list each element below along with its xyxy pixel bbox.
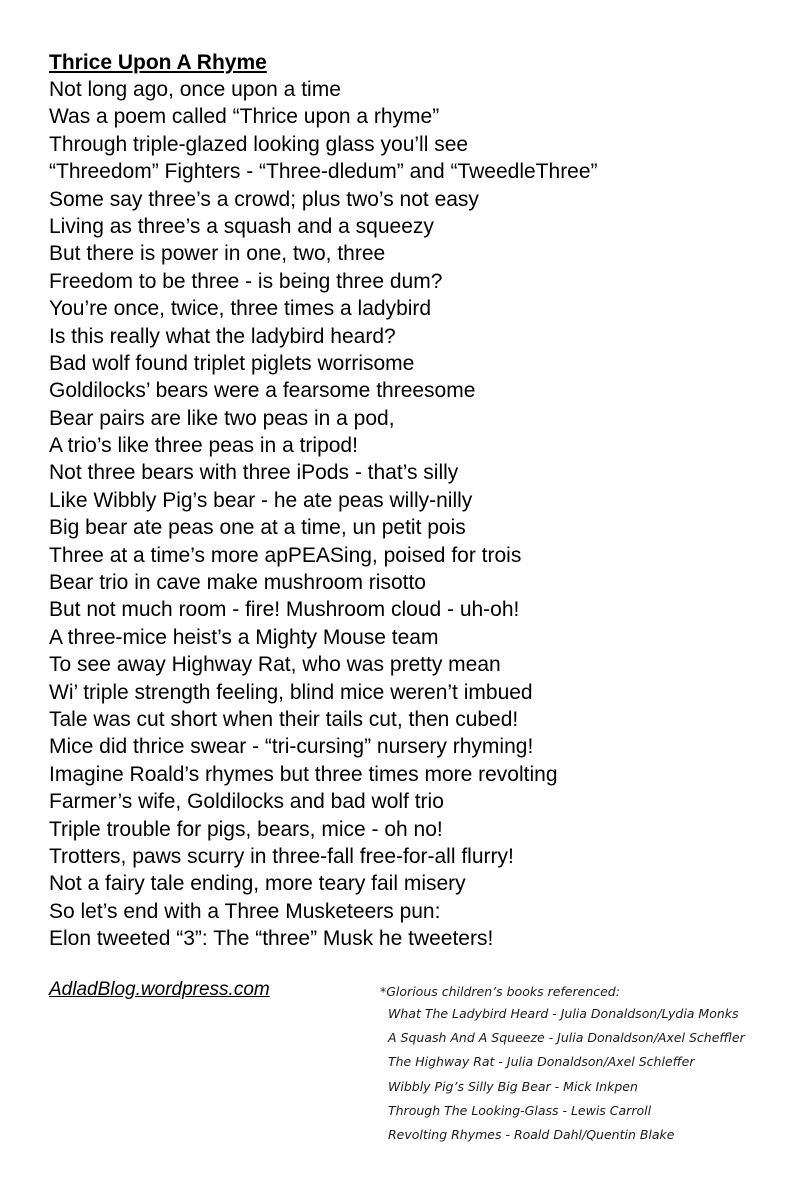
poem-line: Some say three’s a crowd; plus two’s not easy <box>49 187 479 211</box>
poem-line: Goldilocks’ bears were a fearsome threesome <box>49 379 476 403</box>
poem-line: Imagine Roald’s rhymes but three times more revolting <box>49 762 558 786</box>
blog-link[interactable]: AdladBlog.wordpress.com <box>49 979 270 1000</box>
references-block <box>380 982 780 1147</box>
poem-line: Farmer’s wife, Goldilocks and bad wolf trio <box>49 790 444 814</box>
poem-line: Is this really what the ladybird heard? <box>49 324 396 348</box>
reference-item: Through The Looking-Glass - Lewis Carroll <box>388 1102 652 1118</box>
poem-line: Trotters, paws scurry in three-fall free-for-all flurry! <box>49 844 514 868</box>
poem-line: Elon tweeted “3”: The “three” Musk he tweeters! <box>49 927 494 951</box>
reference-item: What The Ladybird Heard - Julia Donaldson/Lydia Monks <box>388 1006 739 1021</box>
poem-title: Thrice Upon A Rhyme <box>49 51 267 74</box>
poem-line: Wi’ triple strength feeling, blind mice weren’t imbued <box>49 680 533 704</box>
poem-line: A trio’s like three peas in a tripod! <box>49 434 358 458</box>
poem-line: But there is power in one, two, three <box>49 242 386 266</box>
poem-line: Bad wolf found triplet piglets worrisome <box>49 351 415 375</box>
reference-item: Revolting Rhymes - Roald Dahl/Quentin Blake <box>388 1126 675 1142</box>
poem-line: Bear trio in cave make mushroom risotto <box>49 571 426 595</box>
poem-line: “Threedom” Fighters - “Three-dledum” and “TweedleThree” <box>49 160 598 184</box>
poem-line: Big bear ate peas one at a time, un petit pois <box>49 516 466 540</box>
poem-line: Triple trouble for pigs, bears, mice - oh no! <box>49 817 443 841</box>
poem-line: To see away Highway Rat, who was pretty mean <box>49 653 501 677</box>
poem-line: Three at a time’s more apPEASing, poised for trois <box>49 543 522 567</box>
poem-line: Not long ago, once upon a time <box>49 78 341 101</box>
reference-item: A Squash And A Squeeze - Julia Donaldson/Axel Scheffler <box>388 1030 745 1046</box>
reference-item: The Highway Rat - Julia Donaldson/Axel Schleffer <box>388 1054 695 1070</box>
poem-line: Not three bears with three iPods - that’s silly <box>49 461 459 485</box>
reference-item: Wibbly Pig’s Silly Big Bear - Mick Inkpen <box>388 1078 638 1094</box>
poem-line: Living as three’s a squash and a squeezy <box>49 214 434 238</box>
poem-line: Was a poem called “Thrice upon a rhyme” <box>49 105 440 129</box>
poem-line: Mice did thrice swear - “tri-cursing” nursery rhyming! <box>49 735 534 759</box>
poem-line: So let’s end with a Three Musketeers pun: <box>49 899 441 923</box>
poem-line: Not a fairy tale ending, more teary fail misery <box>49 872 466 896</box>
poem-line: Tale was cut short when their tails cut, then cubed! <box>49 707 519 731</box>
references-heading: *Glorious children’s books referenced: <box>380 984 620 999</box>
poem-line: Bear pairs are like two peas in a pod, <box>49 406 395 430</box>
poem-line: Through triple-glazed looking glass you’ll see <box>49 132 469 156</box>
poem-line: Freedom to be three - is being three dum? <box>49 269 443 293</box>
poem-body <box>49 76 769 953</box>
poem-line: But not much room - fire! Mushroom cloud - uh-oh! <box>49 598 520 622</box>
poem-line: You’re once, twice, three times a ladybird <box>49 297 432 321</box>
poem-line: Like Wibbly Pig’s bear - he ate peas willy-nilly <box>49 488 473 512</box>
references-list <box>380 1002 780 1147</box>
poem-line: A three-mice heist’s a Mighty Mouse team <box>49 625 439 649</box>
